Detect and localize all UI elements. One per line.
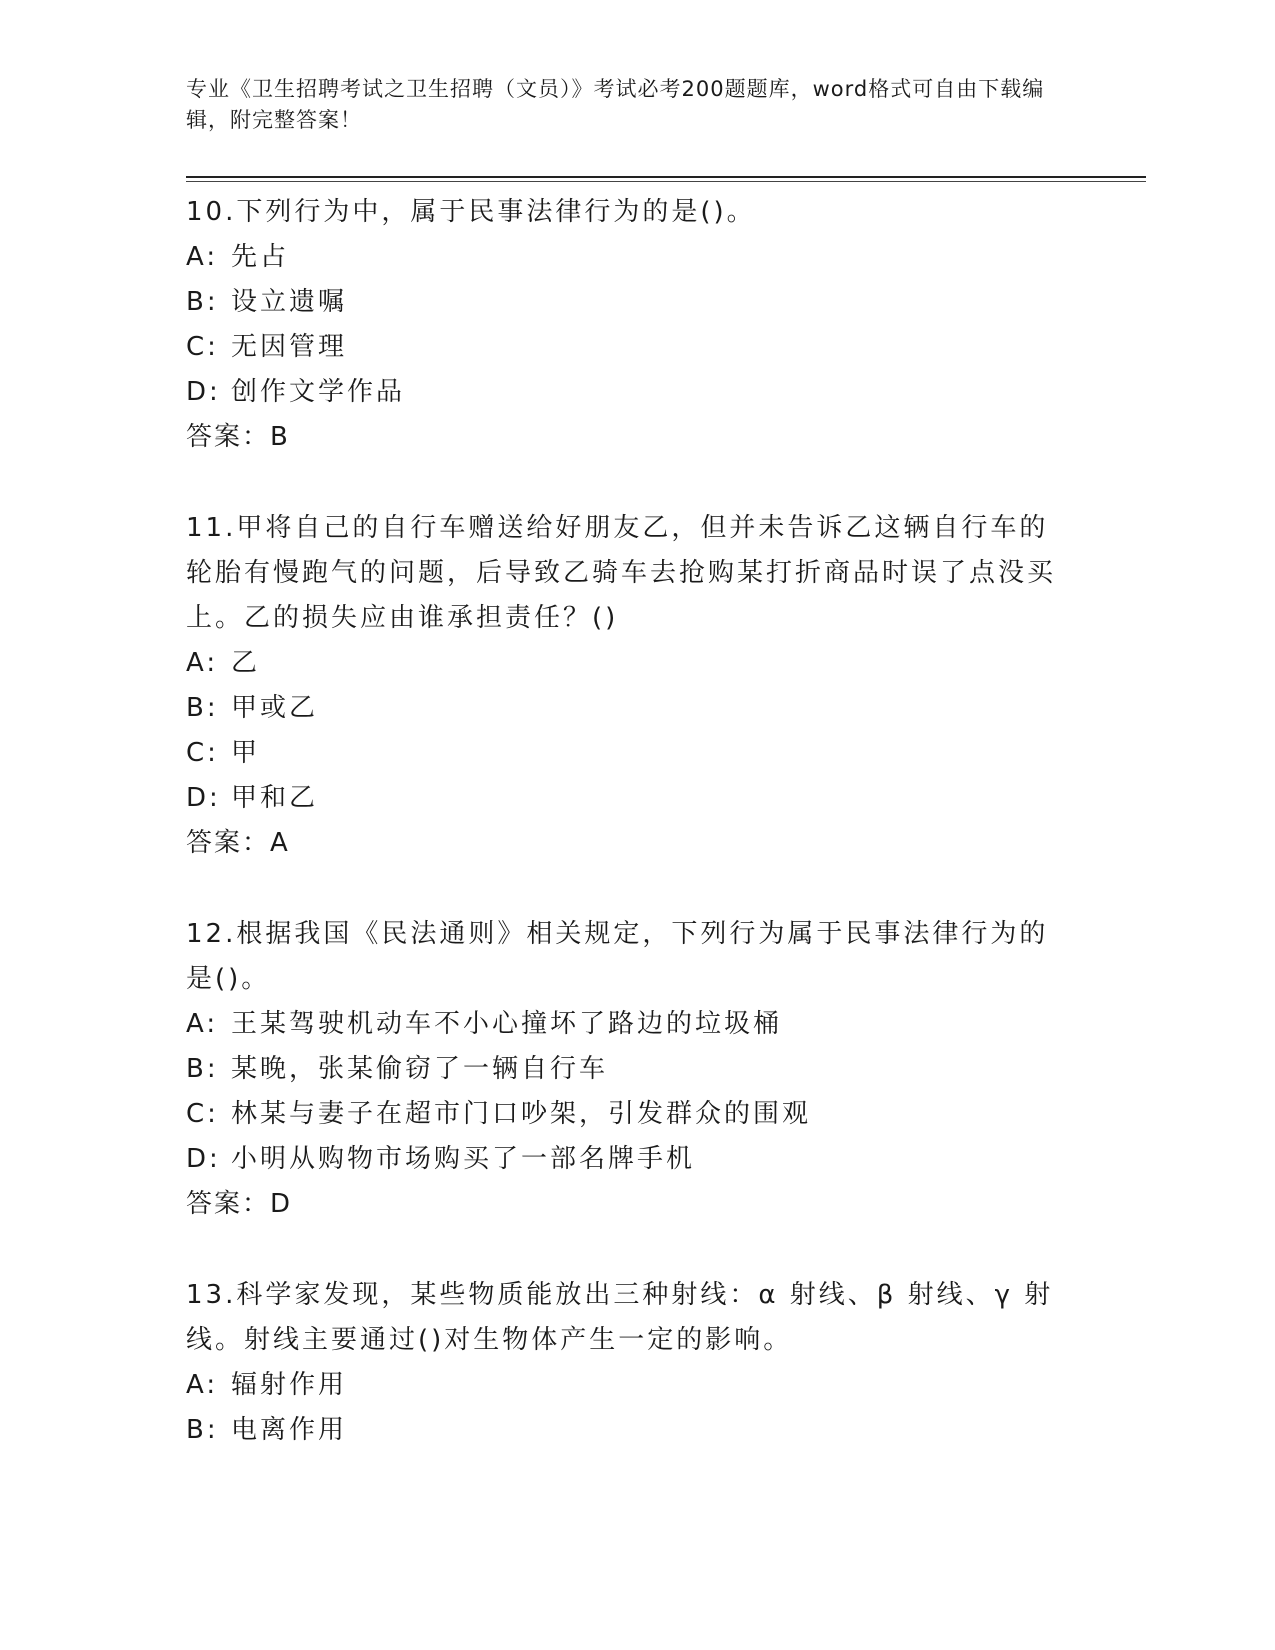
option-c [186,325,1076,370]
question-stem: 13.科学家发现，某些物质能放出三种射线：α 射线、β 射线、γ 射线。射线主要通过()对生物体产生一定的影响。 [186,1280,1054,1355]
option-text: 创作文学作品 [231,377,406,407]
option-text: 某晚，张某偷窃了一辆自行车 [231,1054,609,1084]
option-text: 甲和乙 [231,783,319,813]
option-c [186,1092,1076,1137]
option-letter: C: [186,738,219,768]
option-a [186,235,1076,280]
header-divider-thin [186,181,1146,182]
option-d [186,1137,1076,1182]
option-letter: A: [186,242,219,272]
question-10 [186,190,1076,460]
document-header: 专业《卫生招聘考试之卫生招聘（文员）》考试必考200题题库，word格式可自由下载编辑，附完整答案！ [186,77,1045,132]
question-stem: 11.甲将自己的自行车赠送给好朋友乙，但并未告诉乙这辆自行车的轮胎有慢跑气的问题，后导致乙骑车去抢购某打折商品时误了点没买上。乙的损失应由谁承担责任？() [186,513,1057,633]
option-text: 乙 [231,648,261,678]
question-stem: 12.根据我国《民法通则》相关规定，下列行为属于民事法律行为的是()。 [186,919,1049,994]
option-text: 电离作用 [231,1415,348,1445]
option-a [186,1363,1076,1408]
option-text: 设立遗嘱 [231,287,348,317]
option-text: 林某与妻子在超市门口吵架，引发群众的围观 [231,1099,812,1129]
option-letter: B: [186,1415,219,1445]
option-letter: B: [186,287,219,317]
option-letter: A: [186,1009,219,1039]
option-a [186,641,1076,686]
option-text: 甲 [231,738,261,768]
option-b [186,686,1076,731]
option-text: 辐射作用 [231,1370,348,1400]
option-d [186,370,1076,415]
option-letter: B: [186,1054,219,1084]
option-letter: A: [186,1370,219,1400]
option-b [186,280,1076,325]
option-letter: D: [186,783,221,813]
answer-line: 答案：A [186,828,290,858]
option-text: 无因管理 [231,332,348,362]
option-text: 小明从购物市场购买了一部名牌手机 [231,1144,696,1174]
answer-line: 答案：D [186,1189,293,1219]
answer-line: 答案：B [186,422,290,452]
question-list [186,190,1076,1499]
option-d [186,776,1076,821]
option-a [186,1002,1076,1047]
option-b [186,1408,1076,1453]
question-12 [186,912,1076,1227]
option-b [186,1047,1076,1092]
question-13 [186,1273,1076,1453]
option-text: 王某驾驶机动车不小心撞坏了路边的垃圾桶 [231,1009,783,1039]
option-letter: D: [186,1144,221,1174]
option-letter: D: [186,377,221,407]
option-c [186,731,1076,776]
option-letter: C: [186,1099,219,1129]
option-letter: C: [186,332,219,362]
option-letter: B: [186,693,219,723]
option-text: 甲或乙 [231,693,319,723]
option-text: 先占 [231,242,290,272]
question-11 [186,506,1076,866]
option-letter: A: [186,648,219,678]
question-stem: 10.下列行为中，属于民事法律行为的是()。 [186,197,756,227]
header-divider-thick [186,176,1146,178]
